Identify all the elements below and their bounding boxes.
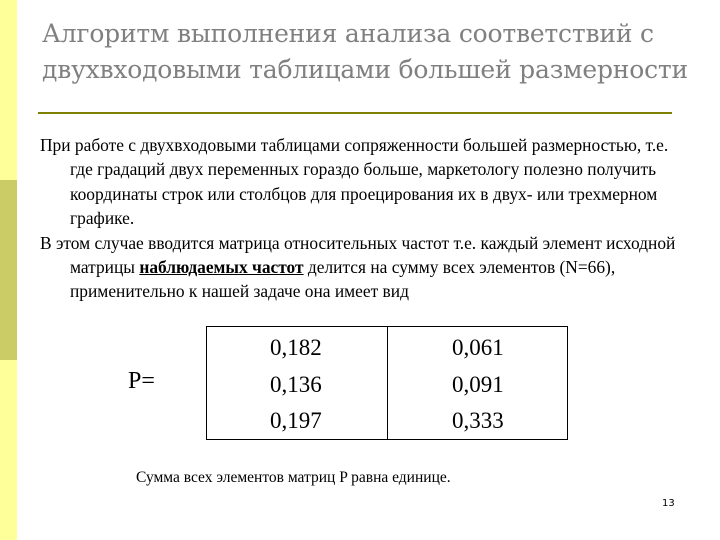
matrix-cell: 0,091	[452, 372, 504, 397]
matrix-cell: 0,197	[270, 408, 322, 433]
sum-note: Сумма всех элементов матриц P равна единице.	[136, 469, 451, 486]
stripe-segment-bottom	[0, 360, 17, 540]
matrix-column-1	[207, 327, 388, 439]
matrix-cell: 0,136	[270, 372, 322, 397]
matrix-column-2	[388, 327, 569, 439]
underlined-term: наблюдаемых частот	[139, 257, 304, 278]
matrix-cell: 0,061	[452, 335, 504, 360]
title-line-2: двухвходовыми таблицами большей размерности	[42, 55, 688, 84]
title-divider	[38, 112, 672, 114]
stripe-segment-top	[0, 0, 17, 180]
paragraph-1: При работе с двухвходовыми таблицами сопряженности большей размерностью, т.е. где градаций двух переменных гораздо больше, маркетологу полезно получить координаты строк или столбцов для проецирования их в двух- или трехмерном графике.	[40, 135, 669, 229]
slide-body	[40, 133, 690, 304]
slide-title	[42, 16, 712, 88]
page-number: 13	[662, 498, 675, 509]
decorative-side-stripe	[0, 0, 17, 540]
relative-frequency-matrix	[206, 326, 568, 440]
paragraph-2	[40, 231, 690, 304]
title-line-1: Алгоритм выполнения анализа соответствий с	[42, 19, 654, 48]
matrix-cell: 0,333	[452, 408, 504, 433]
matrix-cell: 0,182	[270, 335, 322, 360]
matrix-label: P=	[128, 368, 155, 394]
paragraph-2-text-b: делится на сумму всех элементов (N=66), применительно к нашей задаче она имеет вид	[70, 257, 616, 302]
paragraph-2-text-a: В этом случае вводится матрица относительных частот т.е. каждый элемент исходной матрицы	[40, 232, 676, 278]
stripe-segment-middle	[0, 180, 17, 360]
